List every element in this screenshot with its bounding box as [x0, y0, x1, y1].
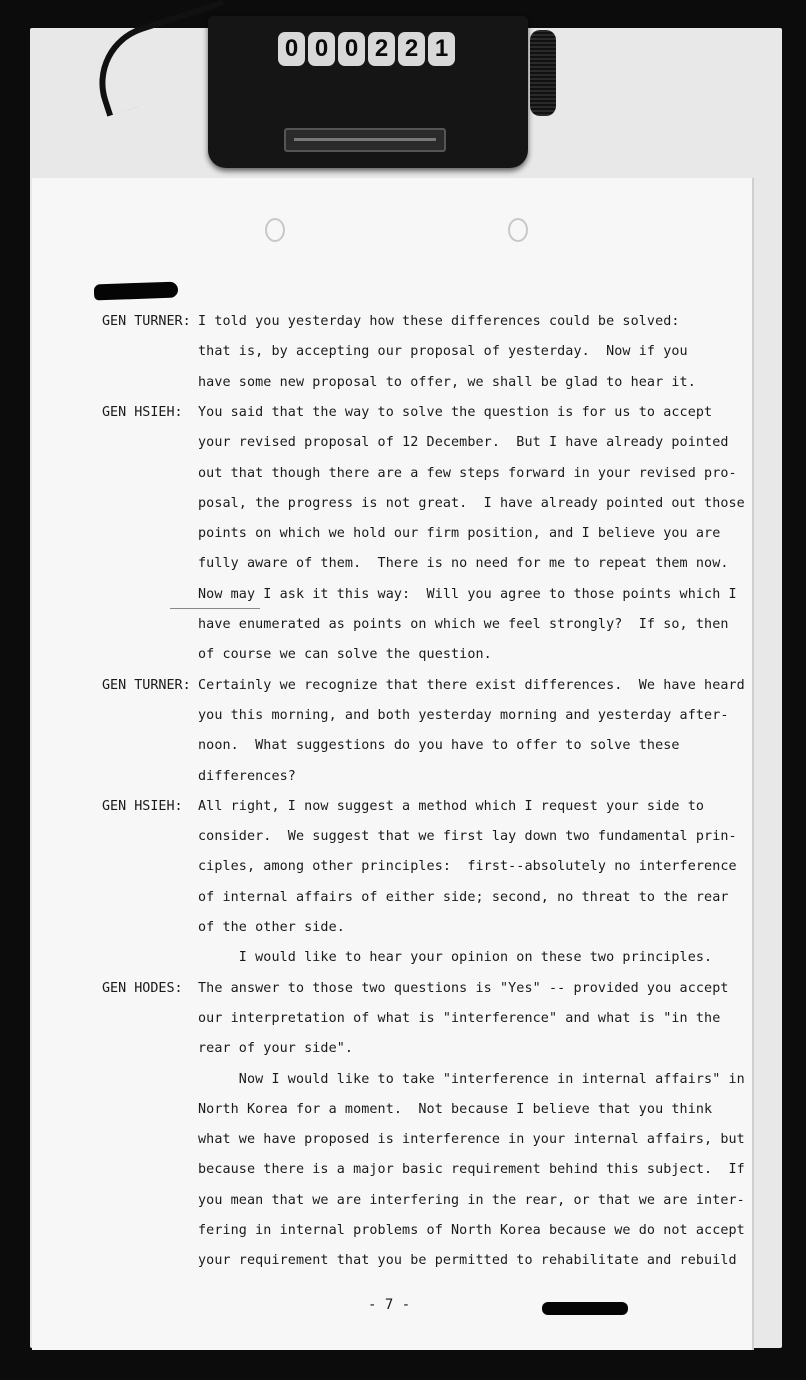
counter-digit: 0: [308, 32, 335, 66]
transcript-line: of the other side.: [198, 920, 345, 935]
transcript-line: The answer to those two questions is "Yes" -- provided you accept: [198, 980, 729, 996]
transcript-line: differences?: [198, 768, 296, 784]
transcript-line: you this morning, and both yesterday morning and yesterday after-: [198, 707, 729, 723]
transcript-line: ciples, among other principles: first--absolutely no interference: [198, 859, 737, 875]
transcript-line: points on which we hold our firm position, and I believe you are: [198, 526, 721, 542]
counter-digit: 0: [278, 32, 305, 66]
transcript-line: of internal affairs of either side; second, no threat to the rear: [198, 889, 729, 905]
page-number: - 7 -: [368, 1297, 411, 1313]
counter-digit: 1: [428, 32, 455, 66]
transcript-line: out that though there are a few steps forward in your revised pro-: [198, 465, 737, 481]
transcript-line: fering in internal problems of North Korea because we do not accept: [198, 1223, 745, 1238]
transcript-line: fully aware of them. There is no need for me to repeat them now.: [198, 556, 729, 572]
speaker-label: GEN HODES:: [102, 980, 183, 996]
transcript-line: you mean that we are interfering in the rear, or that we are inter-: [198, 1192, 745, 1208]
footer-redaction: [542, 1302, 628, 1315]
counter-digit: 2: [398, 32, 425, 66]
transcript-line: consider. We suggest that we first lay down two fundamental prin-: [198, 829, 737, 845]
counter-digit: 0: [338, 32, 365, 66]
counter-plate: [284, 128, 446, 152]
speaker-label: GEN TURNER:: [102, 677, 191, 693]
speaker-label: GEN TURNER:: [102, 314, 191, 329]
transcript-line: rear of your side".: [198, 1041, 354, 1057]
transcript-line: I told you yesterday how these differences could be solved:: [198, 314, 680, 329]
transcript-line: I would like to hear your opinion on these two principles.: [198, 950, 713, 966]
counter-knob-icon: [530, 30, 556, 116]
transcript-line: have some new proposal to offer, we shall be glad to hear it.: [198, 374, 696, 390]
margin-rule: [170, 608, 260, 609]
transcript-line: your revised proposal of 12 December. But I have already pointed: [198, 435, 729, 451]
transcript-line: Now I would like to take "interference in internal affairs" in: [198, 1071, 745, 1087]
transcript-line: noon. What suggestions do you have to offer to solve these: [198, 738, 680, 754]
transcript-line: what we have proposed is interference in your internal affairs, but: [198, 1132, 745, 1148]
speaker-label: GEN HSIEH:: [102, 798, 183, 814]
transcript-line: All right, I now suggest a method which I request your side to: [198, 798, 705, 814]
transcript-line: Certainly we recognize that there exist differences. We have heard: [198, 677, 745, 693]
transcript-line: of course we can solve the question.: [198, 647, 492, 663]
punch-hole-icon: [508, 218, 528, 242]
speaker-label: GEN HSIEH:: [102, 404, 183, 420]
punch-hole-icon: [265, 218, 285, 242]
transcript-line: your requirement that you be permitted to rehabilitate and rebuild: [198, 1253, 737, 1269]
transcript-line: Now may I ask it this way: Will you agree to those points which I: [198, 586, 737, 602]
counter-digits: [278, 32, 455, 66]
frame-counter: [208, 16, 528, 168]
transcript-line: our interpretation of what is "interference" and what is "in the: [198, 1010, 721, 1026]
document-page: [32, 178, 752, 1350]
counter-digit: 2: [368, 32, 395, 66]
transcript-line: have enumerated as points on which we feel strongly? If so, then: [198, 617, 729, 632]
transcript-line: North Korea for a moment. Not because I believe that you think: [198, 1101, 713, 1117]
transcript-line: that is, by accepting our proposal of yesterday. Now if you: [198, 344, 688, 360]
transcript-line: posal, the progress is not great. I have already pointed out those: [198, 495, 745, 511]
transcript-line: You said that the way to solve the question is for us to accept: [198, 404, 713, 420]
transcript-line: because there is a major basic requirement behind this subject. If: [198, 1162, 745, 1178]
classification-redaction: [94, 282, 179, 301]
